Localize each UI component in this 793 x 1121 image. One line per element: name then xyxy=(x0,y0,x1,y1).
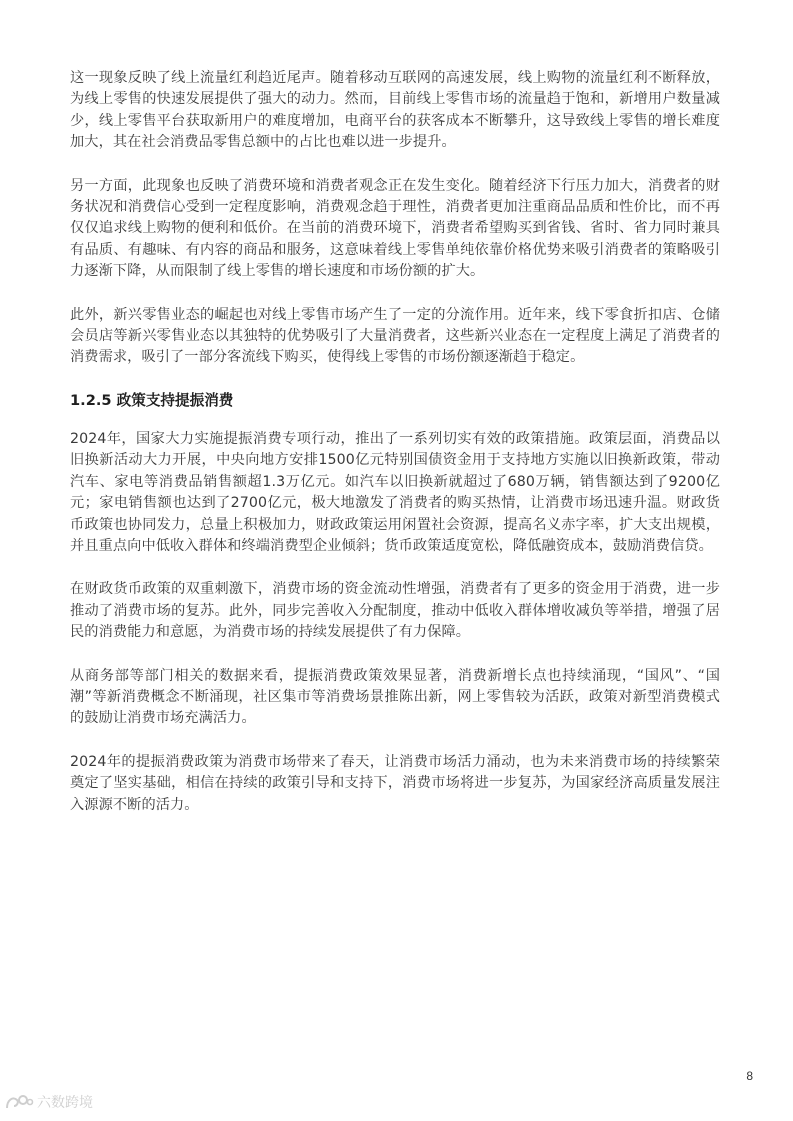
paragraph-fiscal-stimulus: 在财政货币政策的双重刺激下，消费市场的资金流动性增强，消费者有了更多的资金用于消费，进一步推动了消费市场的复苏。此外，同步完善收入分配制度，推动中低收入群体增收减负等举措，增强了居民的消费能力和意愿，为消费市场的持续发展提供了有力保障。 xyxy=(70,581,720,641)
watermark xyxy=(4,1092,93,1112)
paragraph-policy-measures: 2024年，国家大力实施提振消费专项行动，推出了一系列切实有效的政策措施。政策层面，消费品以旧换新活动大力开展，中央向地方安排1500亿元特别国债资金用于支持地方实施以旧换新政策，带动汽车、家电等消费品销售额超1.3万亿元。如汽车以旧换新就超过了680万辆，销售额达到了9200亿元；家电销售额也达到了2700亿元，极大地激发了消费者的购买热情，让消费市场迅速升温。财政货币政策也协同发力，总量上积极加力，财政政策运用闲置社会资源，提高名义赤字率，扩大支出规模，并且重点向中低收入群体和终端消费型企业倾斜；货币政策适度宽松，降低融资成本，鼓励消费信贷。 xyxy=(70,430,720,554)
paragraph-conclusion: 2024年的提振消费政策为消费市场带来了春天，让消费市场活力涌动，也为未来消费市场的持续繁荣奠定了坚实基础，相信在持续的政策引导和支持下，消费市场将进一步复苏，为国家经济高质量发展注入源源不断的活力。 xyxy=(70,753,720,813)
paragraph-ministry-data: 从商务部等部门相关的数据来看，提振消费政策效果显著，消费新增长点也持续涌现，“国风”、“国潮”等新消费概念不断涌现，社区集市等消费场景推陈出新，网上零售较为活跃，政策对新型消费模式的鼓励让消费市场充满活力。 xyxy=(70,667,720,727)
page-number: 8 xyxy=(746,1069,753,1083)
watermark-text: 六数跨境 xyxy=(37,1095,93,1111)
section-heading: 1.2.5 政策支持提振消费 xyxy=(70,391,234,409)
brand-logo-icon xyxy=(4,1092,34,1112)
document-body xyxy=(70,68,720,838)
paragraph-consumer-attitude: 另一方面，此现象也反映了消费环境和消费者观念正在发生变化。随着经济下行压力加大，消费者的财务状况和消费信心受到一定程度影响，消费观念趋于理性，消费者更加注重商品品质和性价比，而不再仅仅追求线上购物的便利和低价。在当前的消费环境下，消费者希望购买到省钱、省时、省力同时兼具有品质、有趣味、有内容的商品和服务，这意味着线上零售单纯依靠价格优势来吸引消费者的策略吸引力逐渐下降，从而限制了线上零售的增长速度和市场份额的扩大。 xyxy=(70,177,720,280)
paragraph-traffic-dividend: 这一现象反映了线上流量红利趋近尾声。随着移动互联网的高速发展，线上购物的流量红利不断释放，为线上零售的快速发展提供了强大的动力。然而，目前线上零售市场的流量趋于饱和，新增用户数量减少，线上零售平台获取新用户的难度增加，电商平台的获客成本不断攀升，这导致线上零售的增长难度加大，其在社会消费品零售总额中的占比也难以进一步提升。 xyxy=(70,70,720,151)
paragraph-new-retail-formats: 此外，新兴零售业态的崛起也对线上零售市场产生了一定的分流作用。近年来，线下零食折扣店、仓储会员店等新兴零售业态以其独特的优势吸引了大量消费者，这些新兴业态在一定程度上满足了消费者的消费需求，吸引了一部分客流线下购买，使得线上零售的市场份额逐渐趋于稳定。 xyxy=(70,306,720,366)
